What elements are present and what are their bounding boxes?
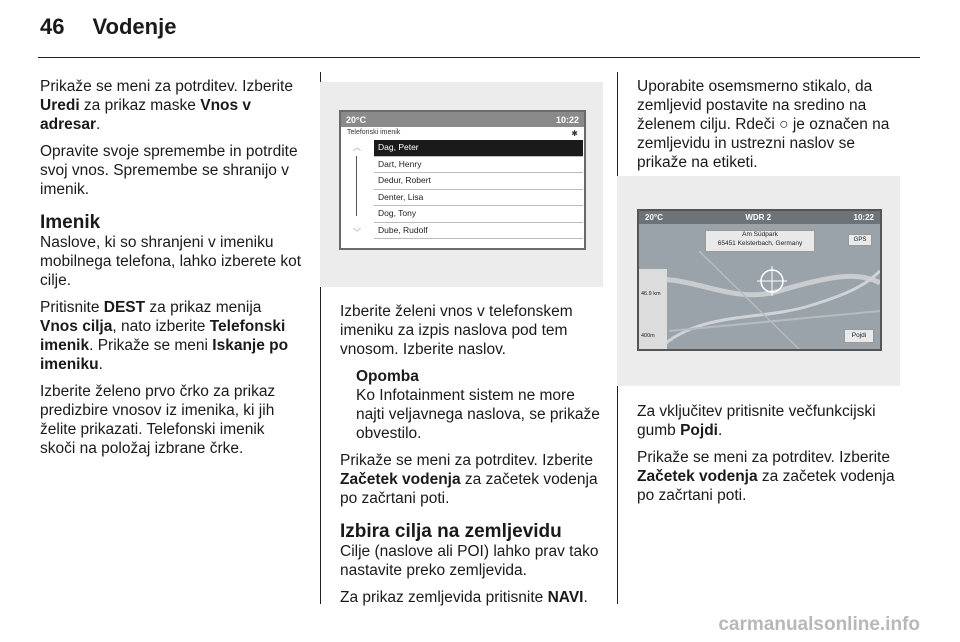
note-box	[356, 367, 606, 443]
gps-button[interactable]: GPS	[848, 234, 872, 246]
map-screenshot	[617, 176, 900, 386]
address-label: Am Südpark 65451 Kelsterbach, Germany	[705, 230, 815, 252]
temperature: 20°C	[346, 114, 367, 125]
column-2	[340, 302, 606, 615]
column-3-lower	[637, 402, 905, 513]
clock: 10:22	[853, 213, 874, 222]
paragraph: Uporabite osemsmerno stikalo, da zemljevid postavite na sredino na želenem cilju. Rdeči ○ je označen na zemljevidu in ustrezni naslov se prikaže na etiketi.	[637, 78, 890, 171]
list-item[interactable]: Dart, Henry	[374, 157, 583, 174]
list-item[interactable]: Denter, Lisa	[374, 190, 583, 207]
screen-title: Telefonski imenik	[347, 129, 401, 136]
paragraph: Za prikaz zemljevida pritisnite NAVI.	[340, 589, 588, 606]
status-bar	[341, 112, 584, 127]
column-1	[40, 77, 302, 466]
bluetooth-icon: ✱	[571, 129, 578, 138]
infotainment-screen	[339, 110, 586, 250]
page-number: 46	[40, 14, 65, 39]
phonebook-screenshot	[320, 82, 603, 287]
chevron-up-icon[interactable]: ︿	[353, 143, 361, 152]
radio-station: WDR 2	[745, 213, 772, 222]
scale-readout: 46.9 km	[641, 291, 661, 297]
scrollbar[interactable]	[353, 142, 361, 237]
column-3	[637, 77, 905, 180]
temperature: 20°C	[645, 213, 663, 222]
paragraph: Prikaže se meni za potrditev. Izberite Začetek vodenja za začetek vodenja po začrtani poti.	[340, 452, 598, 507]
chevron-down-icon[interactable]: ﹀	[353, 228, 361, 237]
section-heading: Izbira cilja na zemljevidu	[340, 521, 562, 542]
distance-readout: 400m	[641, 333, 655, 339]
status-bar	[639, 211, 880, 224]
screen-title-bar	[341, 127, 584, 140]
paragraph: Za vključitev pritisnite večfunkcijski gumb Pojdi.	[637, 403, 876, 439]
list-item[interactable]: Dedur, Robert	[374, 173, 583, 190]
paragraph: Izberite želeni vnos v telefonskem imeniku za izpis naslova pod tem vnosom. Izberite naslov.	[340, 303, 573, 358]
section-heading: Imenik	[40, 212, 101, 233]
map-screen	[637, 209, 882, 351]
watermark: carmanualsonline.info	[718, 614, 920, 635]
paragraph: Opravite svoje spremembe in potrdite svoj vnos. Spremembe se shranijo v imenik.	[40, 143, 298, 198]
list-item[interactable]: Dube, Rudolf	[374, 223, 583, 240]
clock: 10:22	[555, 114, 579, 125]
go-button[interactable]: Pojdi	[844, 329, 874, 343]
red-circle-symbol: ○	[779, 116, 789, 133]
page-title: Vodenje	[92, 14, 177, 39]
page-header	[40, 14, 176, 40]
paragraph: Pritisnite DEST za prikaz menija Vnos cilja, nato izberite Telefonski imenik. Prikaže se meni Iskanje po imeniku.	[40, 299, 289, 373]
header-divider	[38, 57, 920, 58]
map-side-panel	[639, 269, 667, 349]
note-text: Ko Infotainment sistem ne more najti veljavnega naslova, se prikaže obvestilo.	[356, 387, 600, 442]
paragraph: Prikaže se meni za potrditev. Izberite Uredi za prikaz maske Vnos v adresar.	[40, 78, 293, 133]
phonebook-list	[374, 140, 583, 239]
list-item[interactable]: Dag, Peter	[374, 140, 583, 157]
paragraph: Cilje (naslove ali POI) lahko prav tako nastavite preko zemljevida.	[340, 543, 599, 579]
list-item[interactable]: Dog, Tony	[374, 206, 583, 223]
paragraph: Prikaže se meni za potrditev. Izberite Začetek vodenja za začetek vodenja po začrtani poti.	[637, 449, 895, 504]
paragraph: Naslove, ki so shranjeni v imeniku mobilnega telefona, lahko izberete kot cilje.	[40, 234, 302, 289]
note-title: Opomba	[356, 368, 419, 385]
paragraph: Izberite želeno prvo črko za prikaz predizbire vnosov iz imenika, ki jih želite prikazati. Telefonski imenik skoči na položaj izbrane črke.	[40, 383, 276, 457]
